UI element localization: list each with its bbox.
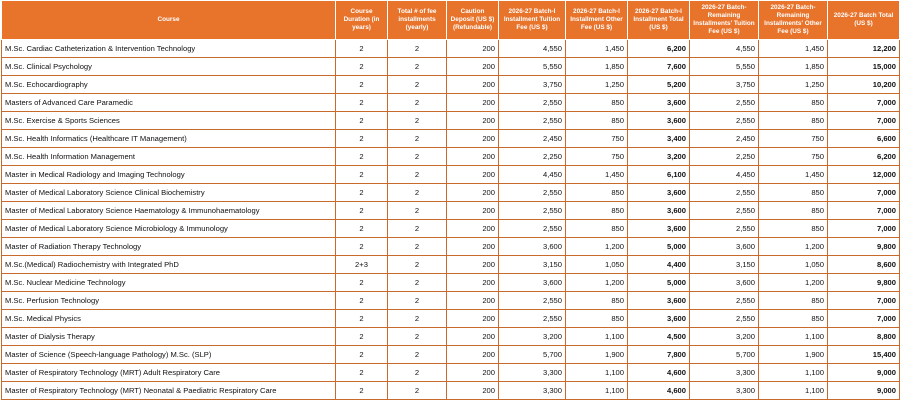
cell-caution-deposit: 200	[447, 94, 499, 112]
header-row	[2, 1, 900, 40]
cell-batch-i-total: 4,400	[628, 256, 690, 274]
cell-remaining-tuition: 3,600	[690, 274, 759, 292]
cell-duration: 2	[336, 76, 388, 94]
cell-course-name: M.Sc. Medical Physics	[2, 310, 336, 328]
cell-remaining-other: 750	[759, 130, 828, 148]
cell-duration: 2	[336, 112, 388, 130]
cell-batch-total: 10,200	[828, 76, 900, 94]
cell-remaining-tuition: 2,550	[690, 112, 759, 130]
cell-installments: 2	[388, 76, 447, 94]
cell-caution-deposit: 200	[447, 364, 499, 382]
cell-duration: 2	[336, 238, 388, 256]
cell-installments: 2	[388, 382, 447, 400]
cell-batch-i-other: 850	[566, 94, 628, 112]
cell-batch-i-other: 750	[566, 130, 628, 148]
table-row	[2, 58, 900, 76]
cell-installments: 2	[388, 292, 447, 310]
cell-duration: 2	[336, 310, 388, 328]
cell-remaining-other: 1,100	[759, 364, 828, 382]
cell-batch-total: 15,400	[828, 346, 900, 364]
cell-batch-total: 9,800	[828, 238, 900, 256]
cell-course-name: Master of Science (Speech-language Pathology) M.Sc. (SLP)	[2, 346, 336, 364]
cell-batch-i-other: 850	[566, 292, 628, 310]
cell-installments: 2	[388, 166, 447, 184]
cell-batch-total: 7,000	[828, 310, 900, 328]
col-header-remaining-tuition: 2026-27 Batch-Remaining Installments' Tuition Fee (US $)	[690, 1, 759, 40]
cell-course-name: M.Sc. Echocardiography	[2, 76, 336, 94]
table-row	[2, 382, 900, 400]
cell-installments: 2	[388, 148, 447, 166]
cell-caution-deposit: 200	[447, 328, 499, 346]
col-header-batch-i-tuition: 2026-27 Batch-I Installment Tuition Fee (US $)	[499, 1, 566, 40]
table-row	[2, 310, 900, 328]
table-row	[2, 94, 900, 112]
cell-batch-i-total: 4,600	[628, 364, 690, 382]
cell-installments: 2	[388, 184, 447, 202]
cell-batch-i-other: 1,450	[566, 40, 628, 58]
col-header-batch-i-total: 2026-27 Batch-I Installment Total (US $)	[628, 1, 690, 40]
cell-duration: 2	[336, 274, 388, 292]
table-row	[2, 274, 900, 292]
table-row	[2, 220, 900, 238]
cell-batch-total: 8,800	[828, 328, 900, 346]
cell-remaining-other: 850	[759, 94, 828, 112]
cell-batch-i-total: 4,600	[628, 382, 690, 400]
cell-batch-i-other: 850	[566, 310, 628, 328]
cell-batch-total: 7,000	[828, 184, 900, 202]
cell-course-name: Master of Respiratory Technology (MRT) Adult Respiratory Care	[2, 364, 336, 382]
cell-batch-i-tuition: 3,150	[499, 256, 566, 274]
cell-duration: 2	[336, 40, 388, 58]
cell-caution-deposit: 200	[447, 292, 499, 310]
cell-caution-deposit: 200	[447, 40, 499, 58]
table-row	[2, 112, 900, 130]
cell-caution-deposit: 200	[447, 220, 499, 238]
col-header-course: Course	[2, 1, 336, 40]
cell-installments: 2	[388, 238, 447, 256]
cell-batch-total: 7,000	[828, 292, 900, 310]
cell-batch-total: 7,000	[828, 112, 900, 130]
table-row	[2, 130, 900, 148]
cell-batch-i-other: 1,850	[566, 58, 628, 76]
cell-batch-i-total: 3,600	[628, 112, 690, 130]
cell-caution-deposit: 200	[447, 130, 499, 148]
cell-remaining-other: 1,050	[759, 256, 828, 274]
table-row	[2, 148, 900, 166]
cell-batch-i-tuition: 2,550	[499, 292, 566, 310]
col-header-remaining-other: 2026-27 Batch-Remaining Installments' Other Fee (US $)	[759, 1, 828, 40]
cell-batch-i-other: 1,100	[566, 328, 628, 346]
cell-batch-i-tuition: 5,550	[499, 58, 566, 76]
cell-course-name: Master of Medical Laboratory Science Clinical Biochemistry	[2, 184, 336, 202]
cell-batch-i-total: 3,600	[628, 184, 690, 202]
cell-batch-i-tuition: 4,450	[499, 166, 566, 184]
cell-batch-i-total: 5,000	[628, 238, 690, 256]
cell-remaining-other: 850	[759, 112, 828, 130]
cell-installments: 2	[388, 58, 447, 76]
table-row	[2, 166, 900, 184]
cell-batch-i-tuition: 4,550	[499, 40, 566, 58]
cell-batch-i-tuition: 2,450	[499, 130, 566, 148]
cell-installments: 2	[388, 364, 447, 382]
cell-batch-i-tuition: 3,300	[499, 364, 566, 382]
cell-batch-i-other: 1,900	[566, 346, 628, 364]
cell-batch-total: 7,000	[828, 202, 900, 220]
cell-batch-i-other: 1,450	[566, 166, 628, 184]
cell-batch-i-tuition: 2,550	[499, 310, 566, 328]
cell-batch-total: 12,000	[828, 166, 900, 184]
cell-duration: 2	[336, 292, 388, 310]
cell-installments: 2	[388, 256, 447, 274]
cell-remaining-other: 1,200	[759, 274, 828, 292]
cell-duration: 2	[336, 58, 388, 76]
cell-remaining-other: 850	[759, 310, 828, 328]
fee-table	[1, 0, 900, 400]
cell-remaining-other: 850	[759, 202, 828, 220]
cell-course-name: Master of Medical Laboratory Science Microbiology & Immunology	[2, 220, 336, 238]
cell-remaining-tuition: 5,550	[690, 58, 759, 76]
cell-remaining-other: 1,250	[759, 76, 828, 94]
cell-batch-i-tuition: 3,200	[499, 328, 566, 346]
cell-batch-i-total: 3,600	[628, 310, 690, 328]
cell-remaining-other: 1,100	[759, 382, 828, 400]
cell-batch-i-total: 3,600	[628, 94, 690, 112]
cell-batch-i-tuition: 3,750	[499, 76, 566, 94]
cell-installments: 2	[388, 94, 447, 112]
cell-remaining-tuition: 2,550	[690, 202, 759, 220]
cell-batch-i-other: 1,250	[566, 76, 628, 94]
cell-duration: 2	[336, 328, 388, 346]
cell-installments: 2	[388, 202, 447, 220]
cell-course-name: M.Sc.(Medical) Radiochemistry with Integrated PhD	[2, 256, 336, 274]
cell-course-name: M.Sc. Cardiac Catheterization & Intervention Technology	[2, 40, 336, 58]
cell-batch-i-other: 1,200	[566, 274, 628, 292]
cell-batch-i-total: 3,600	[628, 220, 690, 238]
cell-batch-i-total: 4,500	[628, 328, 690, 346]
cell-batch-i-tuition: 3,600	[499, 238, 566, 256]
cell-caution-deposit: 200	[447, 274, 499, 292]
cell-installments: 2	[388, 40, 447, 58]
cell-remaining-other: 1,900	[759, 346, 828, 364]
cell-duration: 2	[336, 94, 388, 112]
cell-caution-deposit: 200	[447, 184, 499, 202]
cell-batch-total: 9,800	[828, 274, 900, 292]
cell-batch-i-other: 1,100	[566, 364, 628, 382]
col-header-batch-i-other: 2026-27 Batch-I Installment Other Fee (US $)	[566, 1, 628, 40]
cell-remaining-other: 1,100	[759, 328, 828, 346]
cell-course-name: Master in Medical Radiology and Imaging Technology	[2, 166, 336, 184]
cell-course-name: M.Sc. Exercise & Sports Sciences	[2, 112, 336, 130]
cell-course-name: Masters of Advanced Care Paramedic	[2, 94, 336, 112]
cell-duration: 2	[336, 220, 388, 238]
table-row	[2, 76, 900, 94]
cell-remaining-tuition: 4,550	[690, 40, 759, 58]
cell-batch-i-tuition: 2,250	[499, 148, 566, 166]
table-row	[2, 256, 900, 274]
cell-course-name: M.Sc. Clinical Psychology	[2, 58, 336, 76]
cell-remaining-tuition: 3,300	[690, 364, 759, 382]
cell-course-name: M.Sc. Nuclear Medicine Technology	[2, 274, 336, 292]
cell-caution-deposit: 200	[447, 382, 499, 400]
cell-duration: 2	[336, 130, 388, 148]
cell-batch-i-total: 5,000	[628, 274, 690, 292]
cell-caution-deposit: 200	[447, 310, 499, 328]
cell-batch-i-other: 850	[566, 202, 628, 220]
cell-batch-i-other: 1,100	[566, 382, 628, 400]
table-row	[2, 364, 900, 382]
cell-batch-total: 8,600	[828, 256, 900, 274]
cell-batch-i-total: 6,200	[628, 40, 690, 58]
cell-installments: 2	[388, 274, 447, 292]
cell-installments: 2	[388, 328, 447, 346]
cell-course-name: M.Sc. Health Informatics (Healthcare IT Management)	[2, 130, 336, 148]
cell-remaining-tuition: 2,250	[690, 148, 759, 166]
cell-course-name: Master of Dialysis Therapy	[2, 328, 336, 346]
cell-duration: 2	[336, 382, 388, 400]
cell-remaining-tuition: 2,550	[690, 94, 759, 112]
table-row	[2, 40, 900, 58]
cell-caution-deposit: 200	[447, 166, 499, 184]
table-row	[2, 238, 900, 256]
cell-batch-total: 6,600	[828, 130, 900, 148]
cell-batch-i-tuition: 3,300	[499, 382, 566, 400]
cell-batch-i-tuition: 2,550	[499, 202, 566, 220]
cell-batch-i-total: 7,800	[628, 346, 690, 364]
col-header-installments: Total # of fee installments (yearly)	[388, 1, 447, 40]
cell-caution-deposit: 200	[447, 76, 499, 94]
cell-remaining-tuition: 3,300	[690, 382, 759, 400]
cell-batch-i-total: 3,600	[628, 292, 690, 310]
cell-installments: 2	[388, 112, 447, 130]
cell-batch-i-other: 1,050	[566, 256, 628, 274]
cell-batch-total: 7,000	[828, 220, 900, 238]
cell-batch-total: 9,000	[828, 382, 900, 400]
col-header-batch-total: 2026-27 Batch Total (US $)	[828, 1, 900, 40]
cell-remaining-tuition: 5,700	[690, 346, 759, 364]
cell-duration: 2	[336, 148, 388, 166]
cell-duration: 2	[336, 346, 388, 364]
cell-batch-i-total: 7,600	[628, 58, 690, 76]
table-row	[2, 202, 900, 220]
cell-caution-deposit: 200	[447, 256, 499, 274]
cell-batch-total: 7,000	[828, 94, 900, 112]
cell-course-name: M.Sc. Health Information Management	[2, 148, 336, 166]
cell-remaining-other: 850	[759, 220, 828, 238]
cell-installments: 2	[388, 310, 447, 328]
cell-caution-deposit: 200	[447, 58, 499, 76]
cell-remaining-other: 1,200	[759, 238, 828, 256]
cell-batch-total: 6,200	[828, 148, 900, 166]
cell-remaining-other: 850	[759, 184, 828, 202]
cell-course-name: Master of Medical Laboratory Science Haematology & Immunohaematology	[2, 202, 336, 220]
col-header-caution-deposit: Caution Deposit (US $) (Refundable)	[447, 1, 499, 40]
cell-remaining-tuition: 3,150	[690, 256, 759, 274]
col-header-duration: Course Duration (in years)	[336, 1, 388, 40]
cell-caution-deposit: 200	[447, 112, 499, 130]
table-row	[2, 292, 900, 310]
cell-batch-total: 12,200	[828, 40, 900, 58]
cell-duration: 2	[336, 166, 388, 184]
cell-remaining-tuition: 3,200	[690, 328, 759, 346]
cell-batch-i-total: 5,200	[628, 76, 690, 94]
cell-remaining-tuition: 2,550	[690, 310, 759, 328]
cell-batch-i-total: 6,100	[628, 166, 690, 184]
cell-batch-total: 9,000	[828, 364, 900, 382]
cell-remaining-tuition: 2,450	[690, 130, 759, 148]
cell-batch-i-total: 3,400	[628, 130, 690, 148]
cell-remaining-other: 850	[759, 292, 828, 310]
cell-duration: 2	[336, 184, 388, 202]
cell-course-name: Master of Respiratory Technology (MRT) Neonatal & Paediatric Respiratory Care	[2, 382, 336, 400]
cell-duration: 2	[336, 202, 388, 220]
table-row	[2, 328, 900, 346]
cell-installments: 2	[388, 220, 447, 238]
cell-batch-i-tuition: 2,550	[499, 112, 566, 130]
cell-remaining-tuition: 2,550	[690, 184, 759, 202]
cell-batch-i-tuition: 2,550	[499, 220, 566, 238]
cell-course-name: M.Sc. Perfusion Technology	[2, 292, 336, 310]
cell-batch-i-total: 3,200	[628, 148, 690, 166]
cell-remaining-other: 750	[759, 148, 828, 166]
cell-batch-i-tuition: 2,550	[499, 94, 566, 112]
cell-batch-total: 15,000	[828, 58, 900, 76]
table-row	[2, 184, 900, 202]
cell-remaining-other: 1,450	[759, 40, 828, 58]
cell-course-name: Master of Radiation Therapy Technology	[2, 238, 336, 256]
cell-batch-i-other: 750	[566, 148, 628, 166]
cell-duration: 2+3	[336, 256, 388, 274]
cell-installments: 2	[388, 346, 447, 364]
cell-batch-i-other: 1,200	[566, 238, 628, 256]
cell-caution-deposit: 200	[447, 238, 499, 256]
cell-batch-i-other: 850	[566, 184, 628, 202]
cell-remaining-tuition: 4,450	[690, 166, 759, 184]
fee-table-body	[2, 40, 900, 400]
cell-batch-i-other: 850	[566, 112, 628, 130]
cell-remaining-other: 1,450	[759, 166, 828, 184]
cell-caution-deposit: 200	[447, 346, 499, 364]
cell-batch-i-total: 3,600	[628, 202, 690, 220]
cell-remaining-tuition: 3,600	[690, 238, 759, 256]
cell-remaining-tuition: 2,550	[690, 220, 759, 238]
cell-batch-i-tuition: 5,700	[499, 346, 566, 364]
cell-caution-deposit: 200	[447, 148, 499, 166]
cell-remaining-tuition: 3,750	[690, 76, 759, 94]
table-row	[2, 346, 900, 364]
cell-batch-i-other: 850	[566, 220, 628, 238]
cell-batch-i-tuition: 3,600	[499, 274, 566, 292]
cell-remaining-tuition: 2,550	[690, 292, 759, 310]
cell-batch-i-tuition: 2,550	[499, 184, 566, 202]
cell-duration: 2	[336, 364, 388, 382]
cell-installments: 2	[388, 130, 447, 148]
cell-caution-deposit: 200	[447, 202, 499, 220]
cell-remaining-other: 1,850	[759, 58, 828, 76]
